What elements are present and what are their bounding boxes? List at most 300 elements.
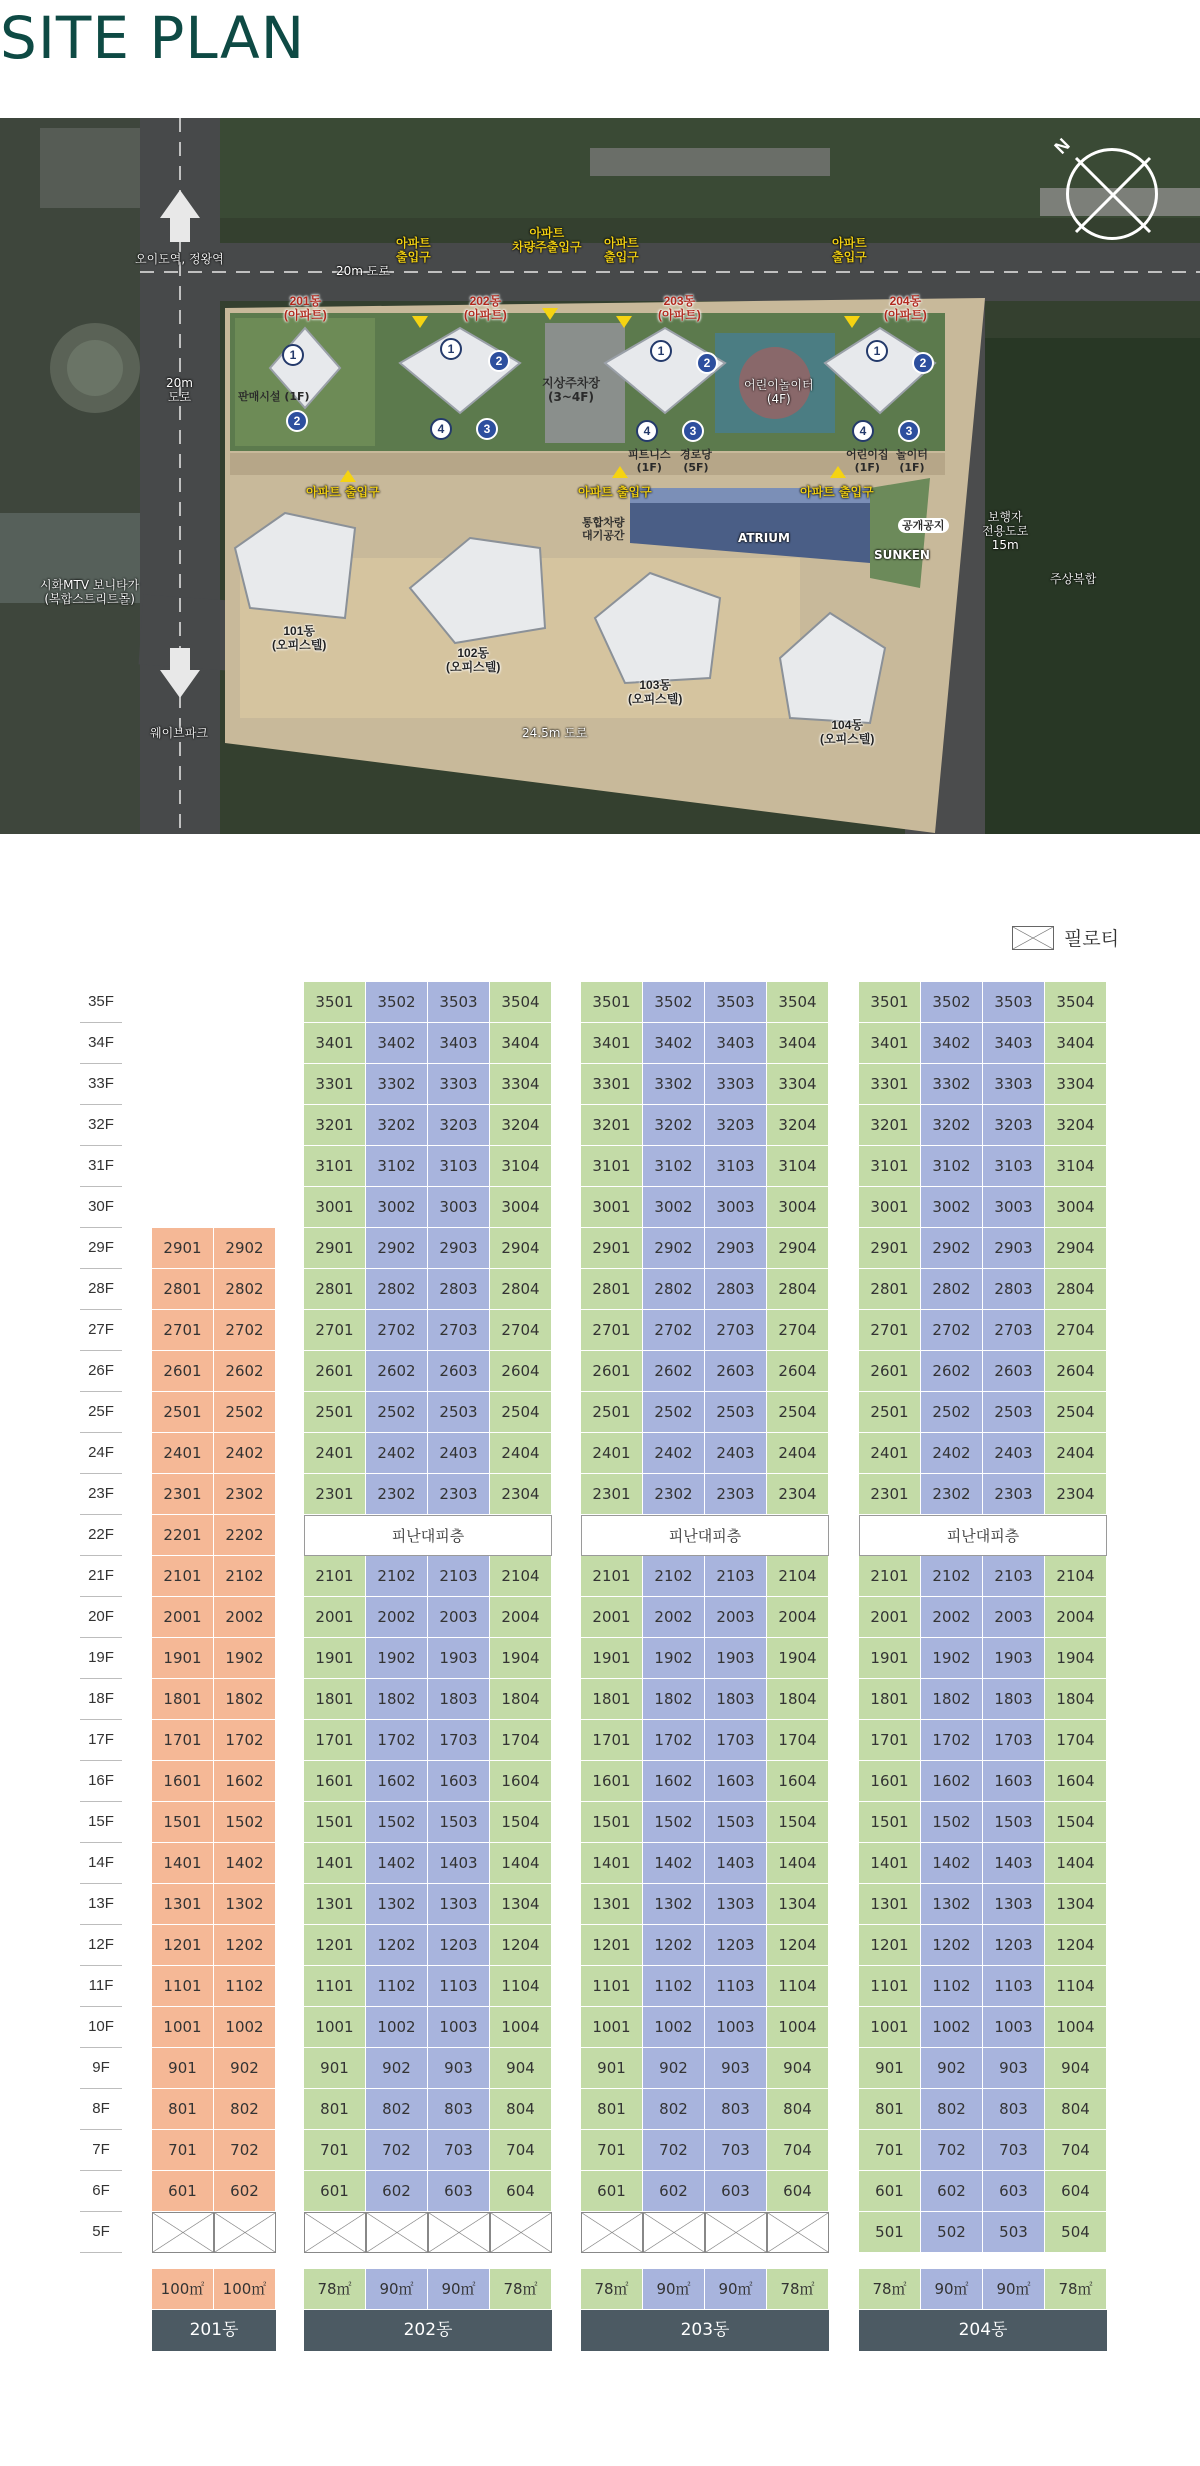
unit-cell: 1903 (705, 1638, 767, 1679)
floor-label: 31F (80, 1146, 122, 1187)
table-row (152, 2007, 276, 2048)
table-row (859, 1802, 1107, 1843)
table-row (581, 2089, 829, 2130)
unit-cell: 3402 (366, 1023, 428, 1064)
table-row (581, 1105, 829, 1146)
unit-number-badge: 4 (636, 420, 658, 442)
table-row (581, 1843, 829, 1884)
unit-cell: 2302 (643, 1474, 705, 1515)
unit-cell: 3404 (767, 1023, 829, 1064)
unit-cell: 1601 (152, 1761, 214, 1802)
unit-cell: 2102 (366, 1556, 428, 1597)
unit-cell: 1504 (490, 1802, 552, 1843)
unit-cell: 2804 (1045, 1269, 1107, 1310)
table-row (152, 1392, 276, 1433)
unit-cell: 1602 (214, 1761, 276, 1802)
unit-cell: 1703 (705, 1720, 767, 1761)
unit-cell: 1102 (366, 1966, 428, 2007)
unit-cell: 1101 (304, 1966, 366, 2007)
unit-cell: 3401 (859, 1023, 921, 1064)
unit-cell: 2404 (490, 1433, 552, 1474)
unit-cell: 1104 (490, 1966, 552, 2007)
unit-cell: 601 (304, 2171, 366, 2212)
table-row (152, 1146, 276, 1187)
unit-area-cell: 90㎡ (983, 2269, 1045, 2310)
unit-cell: 2301 (581, 1474, 643, 1515)
unit-number-badge: 4 (430, 418, 452, 440)
unit-cell: 701 (304, 2130, 366, 2171)
pilotis-cell (705, 2212, 767, 2253)
evacuation-floor-cell: 피난대피층 (859, 1515, 1107, 1556)
unit-cell: 1103 (983, 1966, 1045, 2007)
table-row (304, 1351, 552, 1392)
unit-cell: 2502 (643, 1392, 705, 1433)
empty-cell (152, 1187, 276, 1228)
unit-cell: 3302 (366, 1064, 428, 1105)
legend (1012, 924, 1119, 951)
entrance-marker-icon (612, 466, 628, 478)
floor-labels-column (80, 982, 122, 2253)
unit-cell: 3401 (304, 1023, 366, 1064)
unit-number-badge: 1 (282, 344, 304, 366)
table-row (152, 1679, 276, 1720)
unit-cell: 804 (1045, 2089, 1107, 2130)
table-row (581, 1802, 829, 1843)
building-201-table (152, 982, 276, 2351)
unit-cell: 1402 (643, 1843, 705, 1884)
unit-cell: 2003 (705, 1597, 767, 1638)
unit-cell: 701 (859, 2130, 921, 2171)
unit-cell: 1702 (921, 1720, 983, 1761)
unit-cell: 1501 (304, 1802, 366, 1843)
unit-cell: 2404 (767, 1433, 829, 1474)
unit-cell: 2601 (304, 1351, 366, 1392)
unit-cell: 2901 (859, 1228, 921, 1269)
table-row (859, 1720, 1107, 1761)
unit-cell: 3003 (705, 1187, 767, 1228)
unit-cell: 2703 (428, 1310, 490, 1351)
unit-cell: 502 (921, 2212, 983, 2253)
unit-cell: 2902 (366, 1228, 428, 1269)
unit-cell: 2502 (921, 1392, 983, 1433)
unit-cell: 2004 (1045, 1597, 1107, 1638)
unit-cell: 2502 (214, 1392, 276, 1433)
floor-label: 12F (80, 1925, 122, 1966)
unit-cell: 602 (921, 2171, 983, 2212)
unit-cell: 2501 (304, 1392, 366, 1433)
pilotis-cell (643, 2212, 705, 2253)
unit-cell: 1902 (643, 1638, 705, 1679)
unit-number-badge: 3 (476, 418, 498, 440)
unit-cell: 904 (767, 2048, 829, 2089)
unit-area-cell: 78㎡ (490, 2269, 552, 2310)
unit-cell: 1302 (643, 1884, 705, 1925)
unit-cell: 1002 (643, 2007, 705, 2048)
unit-number-badge: 2 (696, 352, 718, 374)
unit-cell: 2002 (366, 1597, 428, 1638)
unit-cell: 3004 (490, 1187, 552, 1228)
table-row (152, 1023, 276, 1064)
unit-cell: 3002 (366, 1187, 428, 1228)
table-row (304, 1720, 552, 1761)
building-203-table (581, 982, 829, 2351)
table-row (581, 2007, 829, 2048)
unit-cell: 3304 (490, 1064, 552, 1105)
unit-cell: 1601 (581, 1761, 643, 1802)
unit-cell: 3102 (643, 1146, 705, 1187)
unit-cell: 2504 (490, 1392, 552, 1433)
unit-cell: 1403 (428, 1843, 490, 1884)
unit-cell: 2003 (428, 1597, 490, 1638)
table-row (152, 1351, 276, 1392)
apt-car-entrance-label: 아파트 차량주출입구 (512, 226, 582, 254)
unit-cell: 2603 (983, 1351, 1045, 1392)
unit-cell: 1803 (983, 1679, 1045, 1720)
table-row (581, 1761, 829, 1802)
unit-cell: 3201 (581, 1105, 643, 1146)
unit-cell: 1703 (983, 1720, 1045, 1761)
floor-label: 26F (80, 1351, 122, 1392)
unit-cell: 901 (859, 2048, 921, 2089)
unit-cell: 903 (983, 2048, 1045, 2089)
unit-area-cell: 78㎡ (1045, 2269, 1107, 2310)
unit-area-cell: 78㎡ (859, 2269, 921, 2310)
unit-cell: 1803 (705, 1679, 767, 1720)
table-row (581, 2130, 829, 2171)
table-row (581, 1351, 829, 1392)
unit-cell: 1503 (428, 1802, 490, 1843)
unit-cell: 3402 (921, 1023, 983, 1064)
unit-cell: 2003 (983, 1597, 1045, 1638)
unit-cell: 3001 (304, 1187, 366, 1228)
unit-cell: 1704 (490, 1720, 552, 1761)
unit-cell: 1502 (366, 1802, 428, 1843)
unit-cell: 1101 (152, 1966, 214, 2007)
table-row (152, 2048, 276, 2089)
unit-cell: 3203 (983, 1105, 1045, 1146)
unit-cell: 2102 (921, 1556, 983, 1597)
unit-cell: 2001 (581, 1597, 643, 1638)
fitness-label: 피트니스 (1F) (628, 448, 671, 474)
mtv-label: 시화MTV 보니타가 (복합스트리트몰) (40, 578, 140, 606)
unit-cell: 2902 (214, 1228, 276, 1269)
unit-cell: 1704 (767, 1720, 829, 1761)
unit-cell: 1303 (428, 1884, 490, 1925)
unit-cell: 3302 (643, 1064, 705, 1105)
table-row (859, 1187, 1107, 1228)
floor-label: 18F (80, 1679, 122, 1720)
unit-cell: 2301 (859, 1474, 921, 1515)
table-row (152, 1925, 276, 1966)
unit-cell: 1702 (366, 1720, 428, 1761)
unit-cell: 1102 (921, 1966, 983, 2007)
unit-cell: 1504 (767, 1802, 829, 1843)
unit-cell: 1204 (1045, 1925, 1107, 1966)
unit-cell: 3104 (490, 1146, 552, 1187)
parking-label: 지상주차장 (3~4F) (542, 376, 600, 404)
unit-cell: 2702 (921, 1310, 983, 1351)
table-row (304, 1023, 552, 1064)
table-row (859, 1474, 1107, 1515)
unit-cell: 3204 (490, 1105, 552, 1146)
unit-cell: 1101 (581, 1966, 643, 2007)
unit-cell: 2801 (581, 1269, 643, 1310)
table-row (859, 1515, 1107, 1556)
unit-cell: 3301 (581, 1064, 643, 1105)
unit-cell: 2901 (152, 1228, 214, 1269)
compass-icon (1066, 148, 1158, 240)
unit-cell: 3403 (705, 1023, 767, 1064)
unit-cell: 803 (428, 2089, 490, 2130)
unit-cell: 702 (921, 2130, 983, 2171)
table-row (581, 1515, 829, 1556)
area-row (152, 2269, 276, 2310)
unit-cell: 3502 (921, 982, 983, 1023)
unit-cell: 2501 (859, 1392, 921, 1433)
unit-cell: 1001 (304, 2007, 366, 2048)
station-road-label: 오이도역, 정왕역 (135, 252, 224, 266)
table-row (304, 1228, 552, 1269)
table-row (304, 2089, 552, 2130)
unit-cell: 2402 (366, 1433, 428, 1474)
unit-cell: 1603 (428, 1761, 490, 1802)
unit-cell: 701 (581, 2130, 643, 2171)
unit-cell: 3501 (859, 982, 921, 1023)
car-wait-area-label: 통합차량 대기공간 (582, 516, 625, 542)
entrance-marker-icon (412, 316, 428, 328)
unit-cell: 2101 (304, 1556, 366, 1597)
unit-area-cell: 90㎡ (428, 2269, 490, 2310)
unit-cell: 903 (705, 2048, 767, 2089)
pilotis-cell (490, 2212, 552, 2253)
table-row (859, 2212, 1107, 2253)
unit-cell: 3502 (366, 982, 428, 1023)
floor-label: 14F (80, 1843, 122, 1884)
unit-cell: 2402 (921, 1433, 983, 1474)
unit-cell: 602 (643, 2171, 705, 2212)
unit-cell: 603 (428, 2171, 490, 2212)
table-row (152, 1761, 276, 1802)
floor-label: 32F (80, 1105, 122, 1146)
unit-cell: 1102 (214, 1966, 276, 2007)
empty-cell (152, 1146, 276, 1187)
unit-cell: 1303 (705, 1884, 767, 1925)
table-row (581, 1597, 829, 1638)
unit-cell: 1402 (921, 1843, 983, 1884)
table-row (581, 1433, 829, 1474)
unit-cell: 2304 (1045, 1474, 1107, 1515)
unit-cell: 2703 (705, 1310, 767, 1351)
unit-cell: 2403 (428, 1433, 490, 1474)
unit-cell: 702 (366, 2130, 428, 2171)
unit-cell: 2801 (152, 1269, 214, 1310)
table-row (859, 1679, 1107, 1720)
floor-label: 20F (80, 1597, 122, 1638)
floor-label: 10F (80, 2007, 122, 2048)
table-row (304, 1556, 552, 1597)
unit-cell: 1102 (643, 1966, 705, 2007)
unit-cell: 803 (705, 2089, 767, 2130)
unit-cell: 1603 (983, 1761, 1045, 1802)
unit-cell: 2104 (490, 1556, 552, 1597)
table-row (152, 2130, 276, 2171)
unit-area-cell: 90㎡ (366, 2269, 428, 2310)
floor-label: 16F (80, 1761, 122, 1802)
road-20m-left-label: 20m 도로 (166, 376, 193, 404)
unit-cell: 3201 (859, 1105, 921, 1146)
unit-area-cell: 90㎡ (921, 2269, 983, 2310)
building-name-label: 203동 (581, 2310, 829, 2351)
pedestrian-road-label: 보행자 전용도로 15m (982, 510, 1029, 552)
unit-cell: 3101 (304, 1146, 366, 1187)
table-row (152, 1105, 276, 1146)
table-row (304, 1638, 552, 1679)
unit-cell: 1403 (983, 1843, 1045, 1884)
unit-cell: 1902 (214, 1638, 276, 1679)
unit-cell: 1201 (581, 1925, 643, 1966)
floor-label: 28F (80, 1269, 122, 1310)
table-row (581, 2171, 829, 2212)
unit-cell: 2601 (859, 1351, 921, 1392)
unit-number-badge: 2 (286, 410, 308, 432)
unit-cell: 1603 (705, 1761, 767, 1802)
unit-cell: 2002 (643, 1597, 705, 1638)
pilotis-cell (366, 2212, 428, 2253)
unit-cell: 2002 (921, 1597, 983, 1638)
table-row (304, 1761, 552, 1802)
unit-cell: 3104 (767, 1146, 829, 1187)
unit-area-cell: 78㎡ (581, 2269, 643, 2310)
unit-cell: 3504 (767, 982, 829, 1023)
unit-cell: 2704 (490, 1310, 552, 1351)
unit-cell: 1402 (214, 1843, 276, 1884)
unit-cell: 2503 (428, 1392, 490, 1433)
unit-cell: 2101 (581, 1556, 643, 1597)
unit-cell: 3201 (304, 1105, 366, 1146)
unit-cell: 1701 (152, 1720, 214, 1761)
unit-cell: 1202 (921, 1925, 983, 1966)
unit-cell: 2201 (152, 1515, 214, 1556)
table-row (581, 1187, 829, 1228)
table-row (304, 1433, 552, 1474)
unit-number-badge: 1 (440, 338, 462, 360)
table-row (304, 1843, 552, 1884)
unit-cell: 3103 (983, 1146, 1045, 1187)
unit-cell: 2101 (859, 1556, 921, 1597)
unit-cell: 2502 (366, 1392, 428, 1433)
unit-cell: 1604 (490, 1761, 552, 1802)
unit-cell: 3501 (304, 982, 366, 1023)
unit-cell: 2001 (152, 1597, 214, 1638)
unit-cell: 2901 (581, 1228, 643, 1269)
unit-cell: 801 (152, 2089, 214, 2130)
unit-cell: 1501 (859, 1802, 921, 1843)
table-row (581, 1966, 829, 2007)
unit-cell: 1002 (214, 2007, 276, 2048)
apt-bottom-entrance-label-2: 아파트 출입구 (578, 485, 652, 499)
table-row (581, 1556, 829, 1597)
unit-cell: 3202 (366, 1105, 428, 1146)
floor-label: 21F (80, 1556, 122, 1597)
unit-cell: 1901 (304, 1638, 366, 1679)
table-row (859, 1556, 1107, 1597)
unit-cell: 1802 (921, 1679, 983, 1720)
unit-cell: 2303 (428, 1474, 490, 1515)
unit-cell: 2402 (643, 1433, 705, 1474)
unit-cell: 1104 (1045, 1966, 1107, 2007)
unit-cell: 2401 (304, 1433, 366, 1474)
unit-cell: 2804 (490, 1269, 552, 1310)
unit-cell: 801 (859, 2089, 921, 2130)
table-row (152, 1515, 276, 1556)
unit-cell: 3502 (643, 982, 705, 1023)
unit-cell: 1301 (859, 1884, 921, 1925)
entrance-marker-icon (616, 316, 632, 328)
unit-cell: 704 (767, 2130, 829, 2171)
unit-cell: 3304 (767, 1064, 829, 1105)
pilotis-cell (152, 2212, 214, 2253)
apt-entrance-label-1: 아파트 출입구 (396, 236, 431, 264)
unit-number-badge: 3 (898, 420, 920, 442)
table-row (859, 2048, 1107, 2089)
unit-cell: 2303 (983, 1474, 1045, 1515)
unit-cell: 1602 (921, 1761, 983, 1802)
unit-cell: 1401 (581, 1843, 643, 1884)
table-row (581, 1064, 829, 1105)
unit-cell: 1302 (366, 1884, 428, 1925)
table-row (859, 982, 1107, 1023)
unit-cell: 1103 (428, 1966, 490, 2007)
empty-cell (152, 982, 276, 1023)
unit-cell: 1902 (921, 1638, 983, 1679)
unit-cell: 1503 (705, 1802, 767, 1843)
table-row (581, 2048, 829, 2089)
pilotis-cell (428, 2212, 490, 2253)
unit-cell: 702 (643, 2130, 705, 2171)
unit-cell: 1202 (214, 1925, 276, 1966)
unit-cell: 1202 (643, 1925, 705, 1966)
unit-cell: 3303 (705, 1064, 767, 1105)
unit-cell: 2504 (767, 1392, 829, 1433)
unit-cell: 2001 (304, 1597, 366, 1638)
unit-cell: 1602 (643, 1761, 705, 1802)
unit-number-badge: 1 (650, 340, 672, 362)
unit-cell: 1404 (490, 1843, 552, 1884)
building-204-table (859, 982, 1107, 2351)
pilotis-cell (214, 2212, 276, 2253)
unit-cell: 2802 (643, 1269, 705, 1310)
table-row (304, 2048, 552, 2089)
unit-cell: 2403 (705, 1433, 767, 1474)
unit-cell: 1203 (705, 1925, 767, 1966)
table-row (304, 1146, 552, 1187)
table-row (581, 1884, 829, 1925)
unit-cell: 1501 (581, 1802, 643, 1843)
unit-cell: 2801 (304, 1269, 366, 1310)
table-row (581, 1925, 829, 1966)
unit-cell: 2401 (859, 1433, 921, 1474)
unit-cell: 2904 (1045, 1228, 1107, 1269)
floor-label: 7F (80, 2130, 122, 2171)
floor-label: 30F (80, 1187, 122, 1228)
unit-cell: 1602 (366, 1761, 428, 1802)
unit-cell: 1202 (366, 1925, 428, 1966)
unit-cell: 604 (490, 2171, 552, 2212)
unit-cell: 1103 (705, 1966, 767, 2007)
unit-cell: 1201 (859, 1925, 921, 1966)
unit-cell: 701 (152, 2130, 214, 2171)
table-row (304, 2130, 552, 2171)
